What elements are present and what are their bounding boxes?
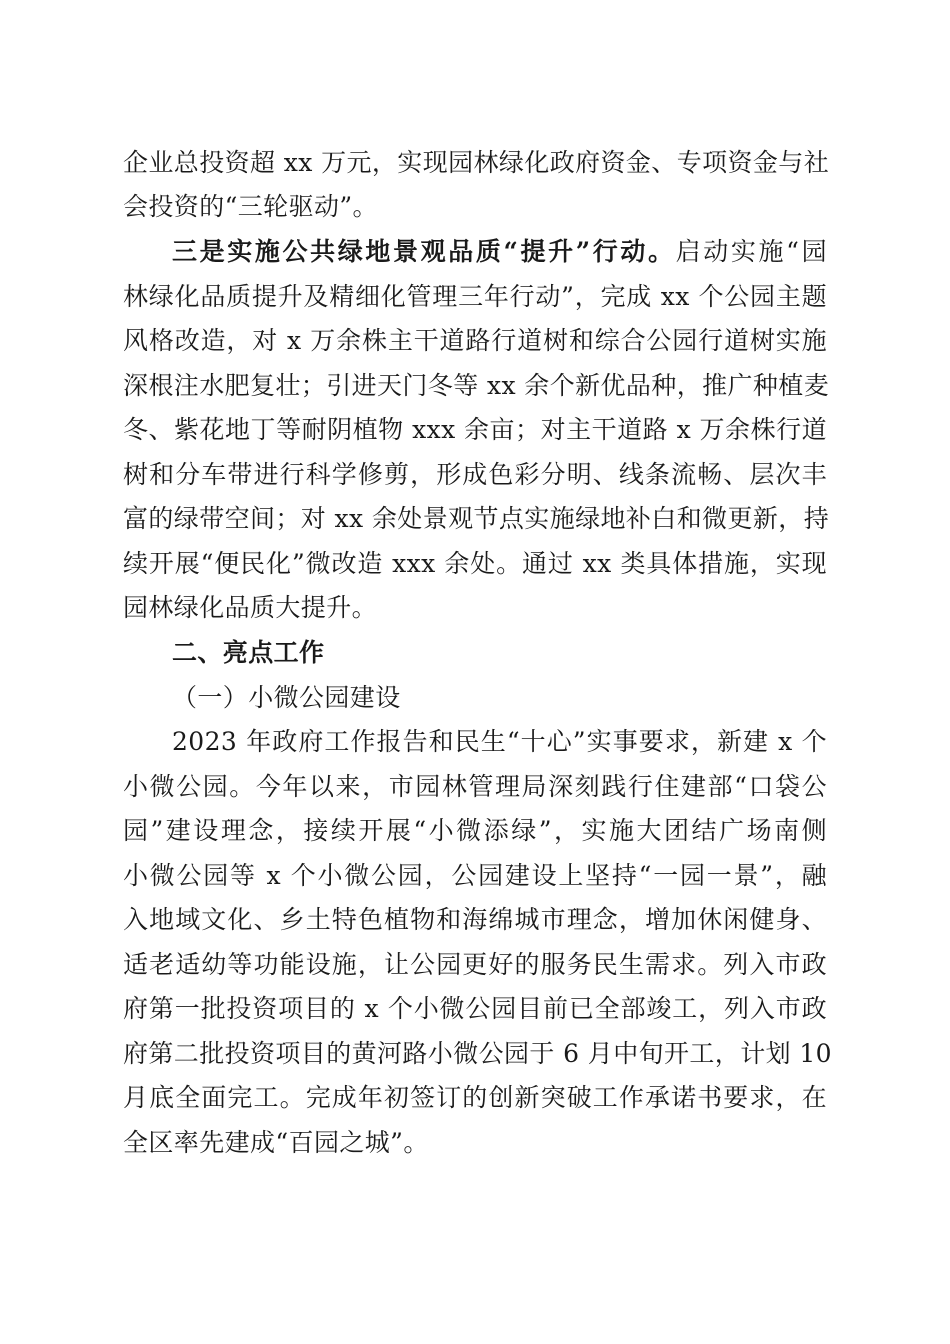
paragraph-2-line-5: 冬、紫花地丁等耐阴植物 xxx 余亩；对主干道路 x 万余株行道	[123, 415, 827, 444]
paragraph-3-line-7: 府第一批投资项目的 x 个小微公园目前已全部竣工，列入市政	[123, 994, 827, 1023]
section-heading: 二、亮点工作	[172, 638, 325, 667]
paragraph-3-line-8: 府第二批投资项目的黄河路小微公园于 6 月中旬开工，计划 10	[123, 1039, 832, 1068]
paragraph-2-line-1	[172, 237, 827, 267]
paragraph-3-line-2: 小微公园。今年以来，市园林管理局深刻践行住建部“口袋公	[123, 772, 827, 801]
paragraph-3-line-10: 全区率先建成“百园之城”。	[123, 1128, 429, 1157]
paragraph-2-line-9: 园林绿化品质大提升。	[123, 593, 378, 622]
paragraph-1-line-2: 会投资的“三轮驱动”。	[123, 192, 378, 221]
paragraph-3-line-5: 入地域文化、乡土特色植物和海绵城市理念，增加休闲健身、	[123, 905, 827, 934]
paragraph-3-line-9: 月底全面完工。完成年初签订的创新突破工作承诺书要求，在	[123, 1083, 827, 1112]
paragraph-2-line-7: 富的绿带空间；对 xx 余处景观节点实施绿地补白和微更新，持	[123, 504, 830, 533]
paragraph-3-line-3: 园”建设理念，接续开展“小微添绿”，实施大团结广场南侧	[123, 816, 827, 845]
paragraph-1-line-1: 企业总投资超 xx 万元，实现园林绿化政府资金、专项资金与社	[123, 148, 830, 177]
paragraph-2-line-2: 林绿化品质提升及精细化管理三年行动”，完成 xx 个公园主题	[123, 282, 827, 311]
paragraph-3-line-6: 适老适幼等功能设施，让公园更好的服务民生需求。列入市政	[123, 950, 827, 979]
paragraph-2-first-line-rest: 启动实施“园	[675, 237, 827, 266]
paragraph-3-line-4: 小微公园等 x 个小微公园，公园建设上坚持“一园一景”，融	[123, 861, 827, 890]
paragraph-2-line-6: 树和分车带进行科学修剪，形成色彩分明、线条流畅、层次丰	[123, 460, 827, 489]
paragraph-2-line-8: 续开展“便民化”微改造 xxx 余处。通过 xx 类具体措施，实现	[123, 549, 827, 578]
paragraph-3-line-1: 2023 年政府工作报告和民生“十心”实事要求，新建 x 个	[172, 727, 827, 756]
paragraph-2-line-4: 深根注水肥复壮；引进天门冬等 xx 余个新优品种，推广种植麦	[123, 371, 830, 400]
paragraph-2-line-3: 风格改造，对 x 万余株主干道路行道树和综合公园行道树实施	[123, 326, 827, 355]
subsection-heading: （一）小微公园建设	[172, 683, 401, 712]
paragraph-2-lead: 三是实施公共绿地景观品质“提升”行动。	[172, 237, 676, 266]
